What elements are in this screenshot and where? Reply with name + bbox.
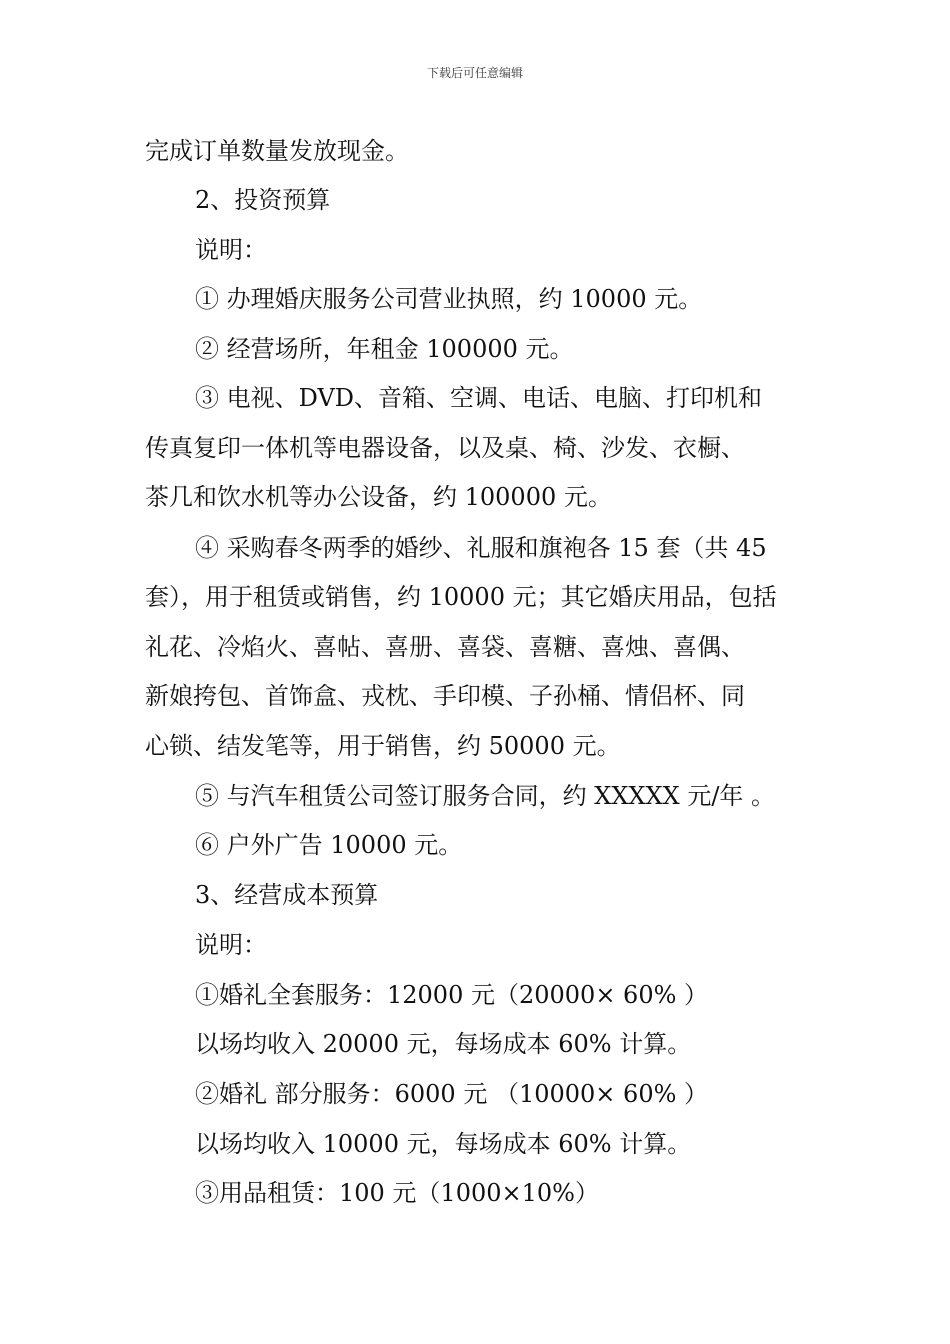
text-line: 套），用于租赁或销售，约 10000 元；其它婚庆用品，包括 [145, 583, 777, 611]
text-line: 礼花、冷焰火、喜帖、喜册、喜袋、喜糖、喜烛、喜偶、 [145, 633, 745, 661]
text-line: 茶几和饮水机等办公设备，约 100000 元。 [145, 483, 612, 511]
text-line: 新娘挎包、首饰盒、戎枕、手印模、子孙桶、情侣杯、同 [145, 682, 745, 710]
text-line: 完成订单数量发放现金。 [145, 137, 409, 165]
list-item: ⑤ 与汽车租赁公司签订服务合同，约 XXXXX 元/年 。 [195, 782, 776, 810]
list-item: ④ 采购春冬两季的婚纱、礼服和旗袍各 15 套（共 45 [195, 534, 767, 562]
text-line: 以场均收入 20000 元，每场成本 60% 计算。 [195, 1030, 692, 1058]
list-item: ②婚礼 部分服务：6000 元 （10000× 60% ） [195, 1080, 709, 1108]
list-item: ② 经营场所，年租金 100000 元。 [195, 335, 574, 363]
section-heading: 2、投资预算 [195, 186, 331, 214]
text-line: 以场均收入 10000 元，每场成本 60% 计算。 [195, 1130, 692, 1158]
section-heading: 3、经营成本预算 [195, 881, 379, 909]
text-line: 说明： [195, 931, 267, 959]
list-item: ⑥ 户外广告 10000 元。 [195, 831, 463, 859]
list-item: ③用品租赁：100 元（1000×10%） [195, 1179, 599, 1207]
list-item: ①婚礼全套服务：12000 元（20000× 60% ） [195, 981, 709, 1009]
text-line: 传真复印一体机等电器设备，以及桌、椅、沙发、衣橱、 [145, 434, 745, 462]
page-header: 下载后可任意编辑 [426, 66, 523, 80]
list-item: ③ 电视、DVD、音箱、空调、电话、电脑、打印机和 [195, 384, 763, 412]
text-line: 说明： [195, 236, 267, 264]
list-item: ① 办理婚庆服务公司营业执照，约 10000 元。 [195, 285, 703, 313]
text-line: 心锁、结发笔等，用于销售，约 50000 元。 [145, 732, 621, 760]
